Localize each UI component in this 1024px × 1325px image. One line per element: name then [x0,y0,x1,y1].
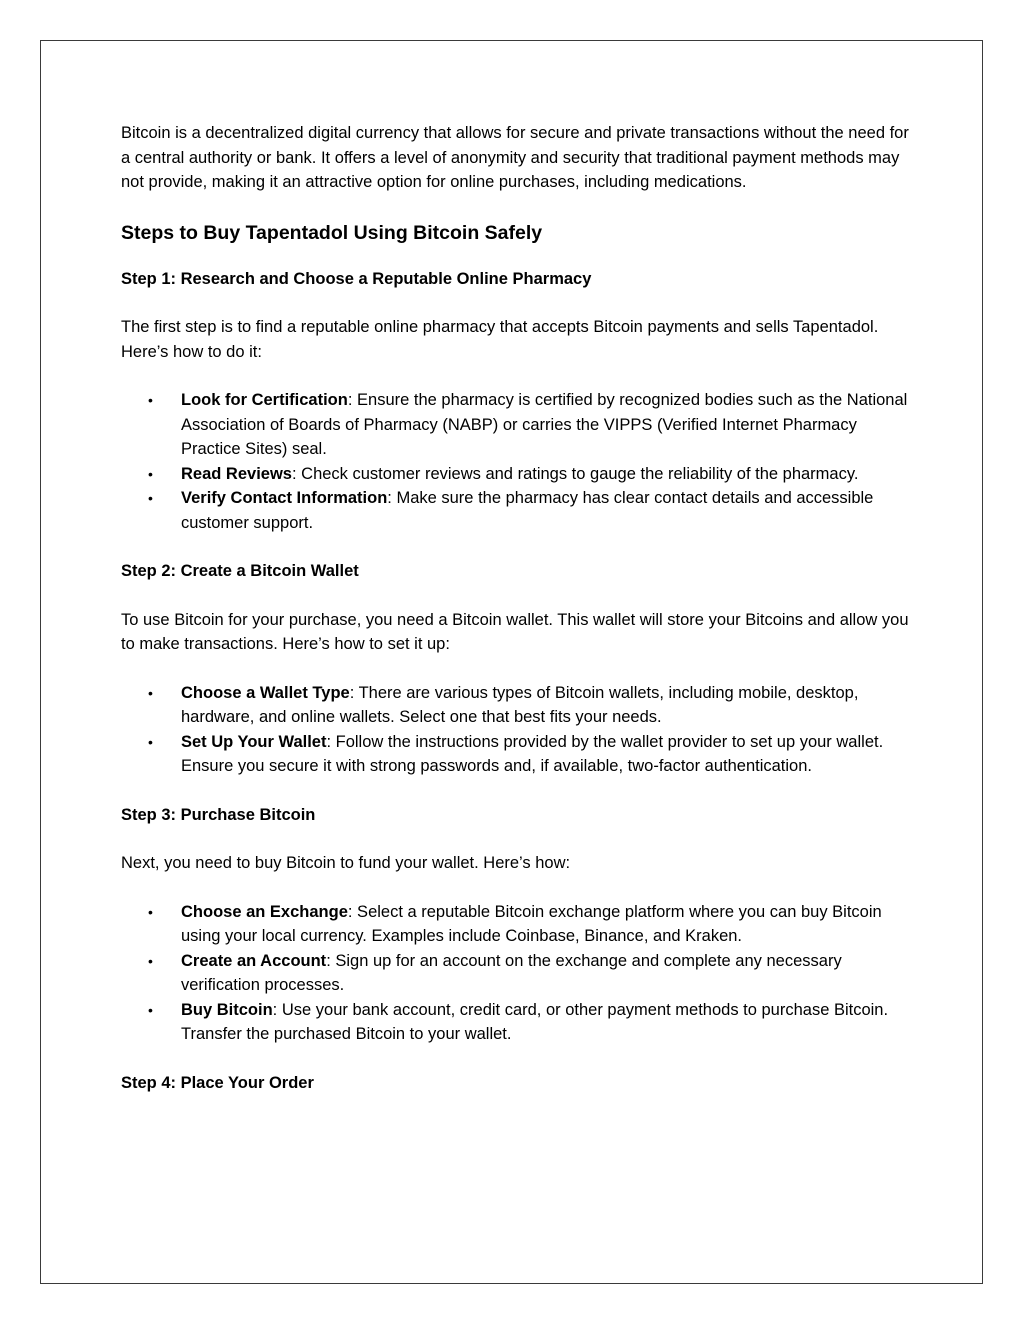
step-3-list [121,900,911,1047]
list-item [121,900,911,949]
step-2-list [121,681,911,779]
list-item [121,998,911,1047]
list-item-text: : Select a reputable Bitcoin exchange platform where you can buy Bitcoin using your local currency. Examples include Coinbase, Binance, and Kraken. [181,902,882,945]
bullet-icon: • [148,490,153,506]
intro-paragraph: Bitcoin is a decentralized digital currency that allows for secure and private transactions without the need for a central authority or bank. It offers a level of anonymity and security that traditional payment methods may not provide, making it an attractive option for online purchases, including medications. [121,124,909,191]
section-heading: Steps to Buy Tapentadol Using Bitcoin Safely [121,221,543,244]
list-item-text: : Sign up for an account on the exchange and complete any necessary verification processes. [181,951,842,994]
list-item-term: Read Reviews [181,464,292,483]
list-item-text: : Follow the instructions provided by the wallet provider to set up your wallet. Ensure you secure it with strong passwords and, if available, two-factor authentication. [181,732,884,775]
list-item [121,949,911,998]
step-2-paragraph: To use Bitcoin for your purchase, you need a Bitcoin wallet. This wallet will store your Bitcoins and allow you to make transactions. Here’s how to set it up: [121,610,909,653]
bullet-icon: • [148,1001,153,1018]
step-3-heading: Step 3: Purchase Bitcoin [121,805,316,824]
step-3-paragraph: Next, you need to buy Bitcoin to fund your wallet. Here’s how: [121,854,571,872]
bullet-icon: • [148,952,153,969]
step-2-heading: Step 2: Create a Bitcoin Wallet [121,562,359,580]
list-item-term: Set Up Your Wallet [181,732,327,751]
list-item-term: Buy Bitcoin [181,1000,273,1019]
list-item-text: : There are various types of Bitcoin wallets, including mobile, desktop, hardware, and online wallets. Select one that best fits your needs. [181,683,859,726]
list-item-term: Verify Contact Information [181,489,388,507]
bullet-icon: • [148,465,153,482]
list-item-text: : Use your bank account, credit card, or other payment methods to purchase Bitcoin. Transfer the purchased Bitcoin to your wallet. [181,1000,889,1043]
bullet-icon: • [148,684,153,701]
step-1-paragraph: The first step is to find a reputable online pharmacy that accepts Bitcoin payments and sells Tapentadol. Here’s how to do it: [121,318,879,361]
list-item [121,486,911,535]
list-item [121,730,911,779]
document-body [121,121,911,1119]
step-4-heading: Step 4: Place Your Order [121,1073,314,1092]
list-item-term: Look for Certification [181,391,348,409]
list-item-term: Create an Account [181,951,327,970]
bullet-icon: • [148,392,153,408]
list-item [121,388,911,462]
bullet-icon: • [148,903,153,920]
bullet-icon: • [148,733,153,750]
step-1-list [121,388,911,535]
list-item-term: Choose a Wallet Type [181,683,350,702]
step-1-heading: Step 1: Research and Choose a Reputable Online Pharmacy [121,269,592,288]
list-item-text: : Make sure the pharmacy has clear contact details and accessible customer support. [181,489,874,532]
list-item [121,681,911,730]
list-item-text: : Check customer reviews and ratings to gauge the reliability of the pharmacy. [291,464,859,483]
list-item [121,462,911,487]
list-item-text: : Ensure the pharmacy is certified by recognized bodies such as the National Association of Boards of Pharmacy (NABP) or carries the VIPPS (Verified Internet Pharmacy Practice Sites) seal. [181,391,908,458]
list-item-term: Choose an Exchange [181,902,348,921]
